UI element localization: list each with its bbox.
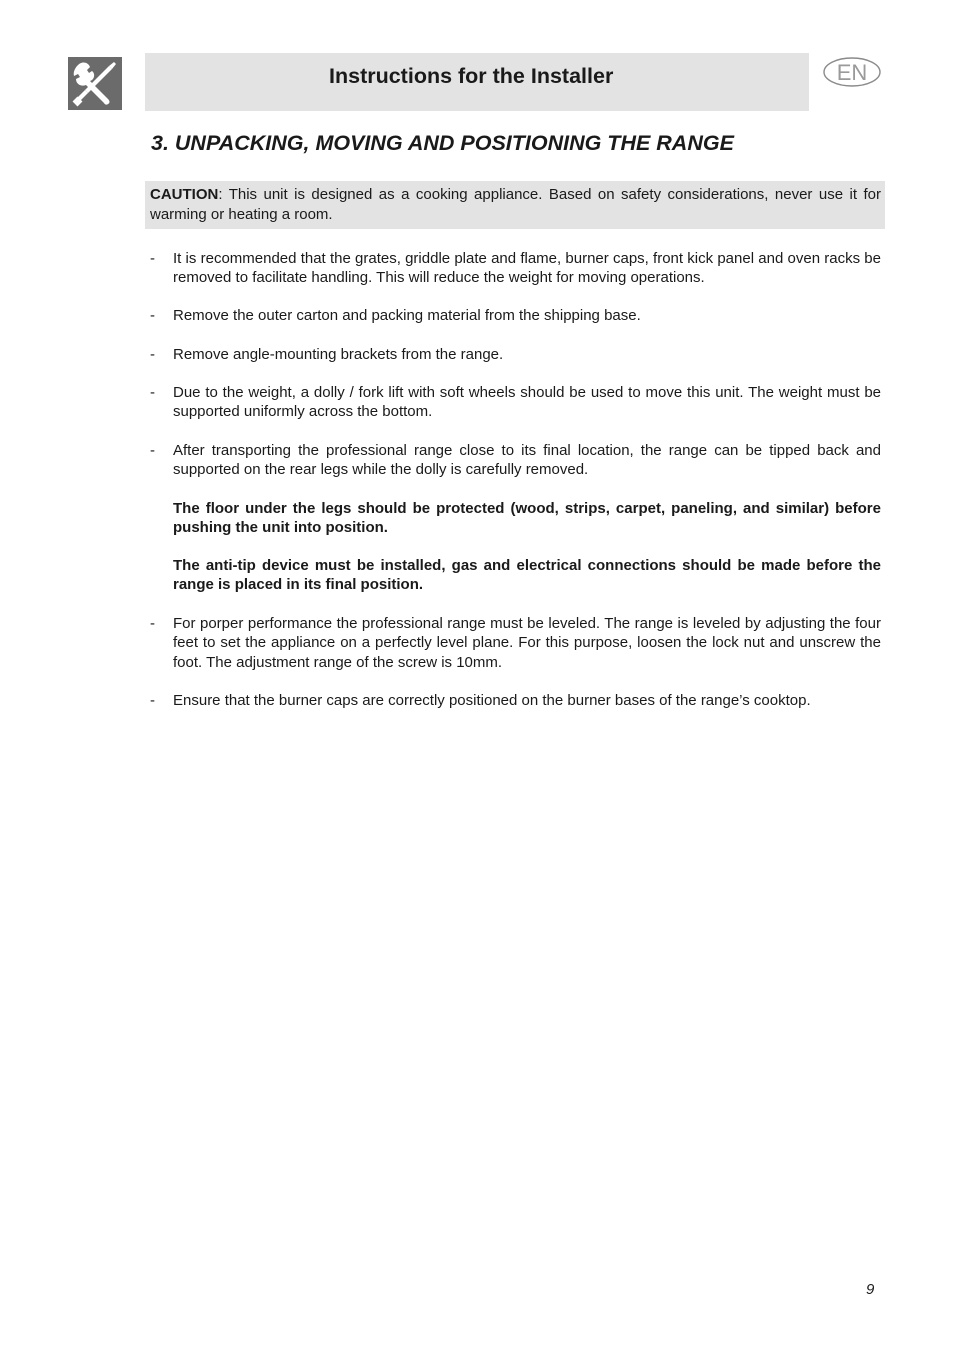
language-code: EN	[836, 60, 868, 85]
caution-label: CAUTION	[150, 186, 219, 203]
caution-text: : This unit is designed as a cooking appliance. Based on safety considerations, never use it for warming or heating a room.	[150, 186, 881, 223]
list-item-text: Ensure that the burner caps are correctly positioned on the burner bases of the range’s cooktop.	[173, 692, 811, 709]
list-bullet: -	[150, 250, 155, 267]
caution-box	[145, 181, 885, 229]
list-bullet: -	[150, 692, 155, 709]
list-item-text: Remove the outer carton and packing material from the shipping base.	[173, 307, 641, 324]
page-header-title: Instructions for the Installer	[329, 64, 614, 88]
bold-note-anti-tip: The anti-tip device must be installed, gas and electrical connections should be made before the range is placed in its final position.	[173, 557, 881, 594]
list-bullet: -	[150, 442, 155, 459]
list-item	[150, 383, 881, 422]
list-item	[150, 441, 881, 480]
list-bullet: -	[150, 346, 155, 363]
wrench-screwdriver-icon	[68, 57, 122, 110]
list-item	[150, 614, 881, 672]
bold-note-floor-protection: The floor under the legs should be protected (wood, strips, carpet, paneling, and similar) before pushing the unit into position.	[173, 500, 881, 537]
list-item	[150, 345, 881, 364]
list-bullet: -	[150, 384, 155, 401]
language-badge	[823, 57, 881, 87]
list-item-text: Due to the weight, a dolly / fork lift with soft wheels should be used to move this unit. The weight must be supported uniformly across the bottom.	[173, 384, 881, 421]
list-bullet: -	[150, 307, 155, 324]
list-item-text: For porper performance the professional range must be leveled. The range is leveled by adjusting the four feet to set the appliance on a perfectly level plane. For this purpose, loosen the lock nut and unscrew the foot. The adjustment range of the screw is 10mm.	[173, 615, 881, 671]
list-bullet: -	[150, 615, 155, 632]
section-title: 3. UNPACKING, MOVING AND POSITIONING THE RANGE	[151, 131, 734, 155]
page-number: 9	[866, 1281, 875, 1298]
list-item	[150, 691, 881, 710]
list-item-text: Remove angle-mounting brackets from the range.	[173, 346, 504, 363]
list-item	[150, 306, 881, 325]
list-item	[150, 249, 881, 288]
list-item-text: After transporting the professional range close to its final location, the range can be tipped back and supported on the rear legs while the dolly is carefully removed.	[173, 442, 881, 479]
list-item-text: It is recommended that the grates, griddle plate and flame, burner caps, front kick panel and oven racks be removed to facilitate handling. This will reduce the weight for moving operations.	[173, 250, 881, 287]
